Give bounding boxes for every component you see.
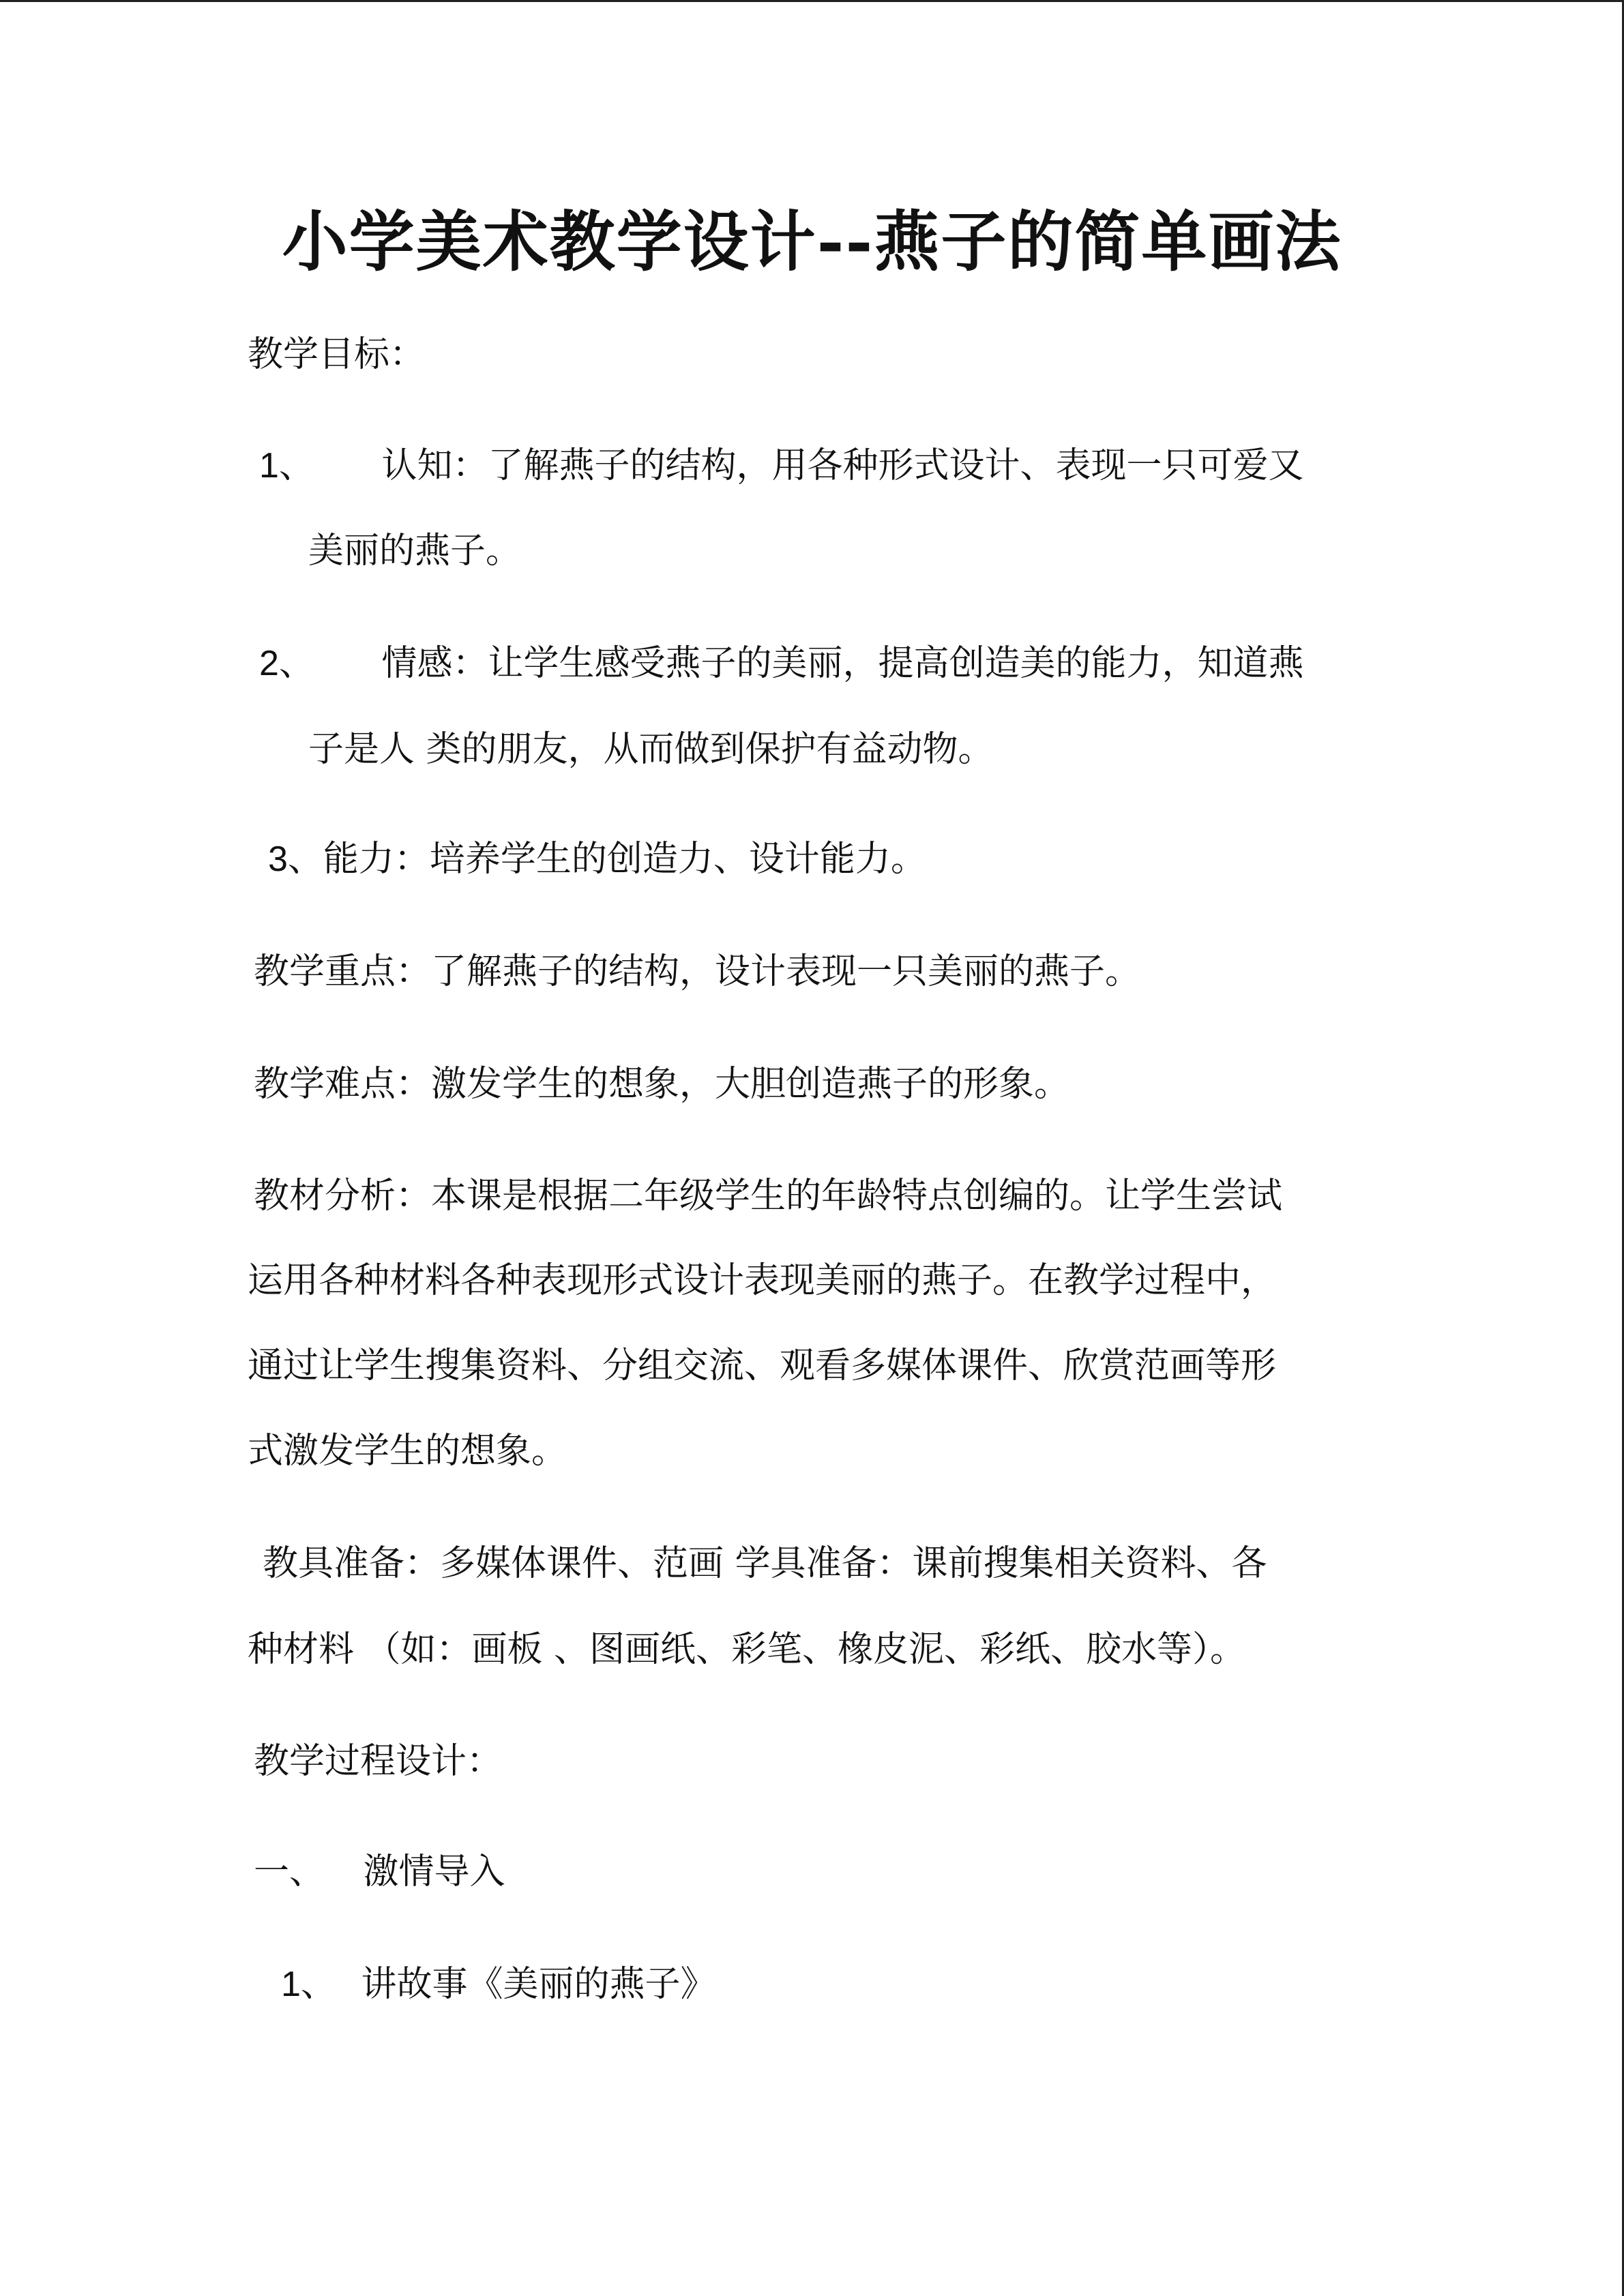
section-one-number: 一、 xyxy=(254,1851,325,1892)
objective-2-line-1 xyxy=(259,640,1303,687)
step-one xyxy=(281,1960,715,2008)
section-one xyxy=(254,1848,505,1896)
objective-1-number: 1、 xyxy=(259,446,314,486)
objective-1-line-1 xyxy=(259,442,1303,490)
difficulty: 教学难点：激发学生的想象，大胆创造燕子的形象。 xyxy=(254,1064,1070,1105)
objective-3 xyxy=(268,835,926,883)
objective-3-number: 3 xyxy=(268,839,288,879)
preparation-line-2: 种材料 （如：画板 、图画纸、彩笔、橡皮泥、彩纸、胶水等）。 xyxy=(248,1629,1246,1670)
objective-2-line-2: 子是人 类的朋友，从而做到保护有益动物。 xyxy=(308,729,994,770)
objective-1-text: 认知：了解燕子的结构，用各种形式设计、表现一只可爱又 xyxy=(381,445,1304,486)
document-title: 小学美术教学设计--燕子的简单画法 xyxy=(282,203,1342,280)
objective-2-number: 2、 xyxy=(259,644,314,683)
process-heading: 教学过程设计： xyxy=(254,1741,503,1782)
objective-3-text: 、能力：培养学生的创造力、设计能力。 xyxy=(287,839,926,880)
objective-1-line-2: 美丽的燕子。 xyxy=(308,531,522,571)
section-one-text: 激情导入 xyxy=(363,1851,505,1892)
analysis-line-1: 教材分析：本课是根据二年级学生的年龄特点创编的。让学生尝试 xyxy=(254,1176,1283,1217)
objective-2-text: 情感：让学生感受燕子的美丽，提高创造美的能力，知道燕 xyxy=(381,643,1304,684)
analysis-line-4: 式激发学生的想象。 xyxy=(248,1431,567,1472)
step-one-text: 讲故事《美丽的燕子》 xyxy=(361,1964,716,2005)
analysis-line-2: 运用各种材料各种表现形式设计表现美丽的燕子。在教学过程中， xyxy=(248,1260,1277,1301)
key-point: 教学重点：了解燕子的结构，设计表现一只美丽的燕子。 xyxy=(254,951,1141,992)
analysis-line-3: 通过让学生搜集资料、分组交流、观看多媒体课件、欣赏范画等形 xyxy=(248,1345,1277,1386)
preparation-line-1: 教具准备：多媒体课件、范画 学具准备：课前搜集相关资料、各 xyxy=(263,1543,1267,1584)
step-one-number: 1、 xyxy=(281,1965,336,2004)
objectives-heading: 教学目标： xyxy=(248,334,426,375)
